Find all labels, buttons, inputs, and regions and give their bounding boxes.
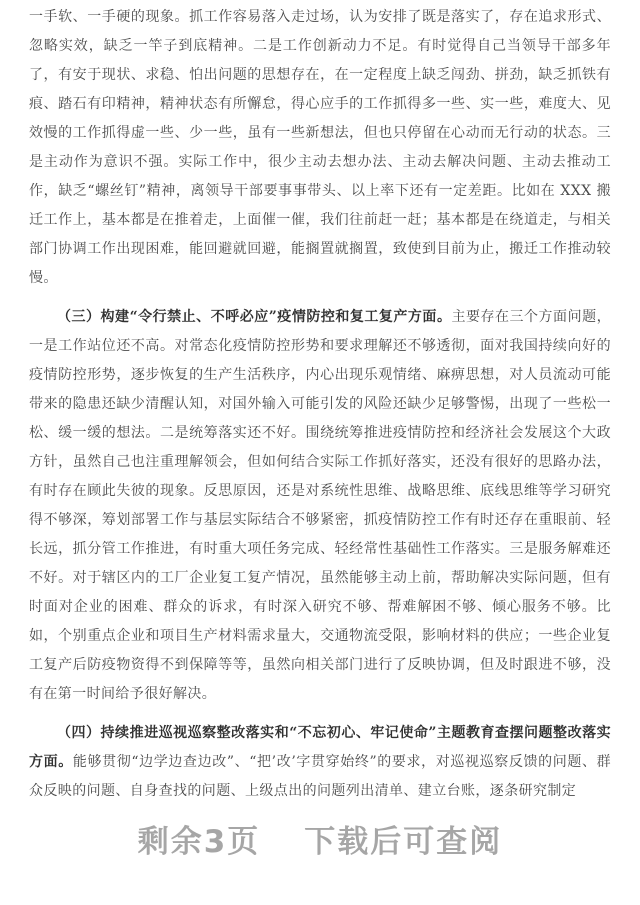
paragraph-text: 一手软、一手硬的现象。抓工作容易落入走过场，认为安排了既是落实了，存在追求形式、忽略实效，缺乏一竿子到底精神。二是工作创新动力不足。有时觉得自己当领导干部多年了，有安于现状、求稳、怕出问题的思想存在，在一定程度上缺乏闯劲、拼劲，缺乏抓铁有痕、踏石有印精神，精神状态有所懈怠，得心应手的工作抓得多一些、实一些，难度大、见效慢的工作抓得虚一些、少一些，虽有一些新想法，但也只停留在心动而无行动的状态。三是主动作为意识不强。实际工作中，很少主动去想办法、主动去解决问题、主动去推动工作，缺乏“螺丝钉”精神，离领导干部要事事带头、以上率下还有一定差距。比如在 XXX 搬迁工作上，基本都是在推着走，上面催一催，我们往前赶一赶；基本都是在绕道走，与相关部门协调工作出现困难，能回避就回避，能搁置就搁置，致使到目前为止，搬迁工作推动较慢。 — [29, 9, 611, 286]
paragraph-continuation — [29, 3, 611, 293]
section-3-heading: （三）构建“令行禁止、不呼必应”疫情防控和复工复产方面。 — [57, 309, 452, 325]
download-hint-label: 下载后可查阅 — [304, 824, 503, 860]
paragraph-section-4 — [29, 719, 611, 806]
remaining-pages-label: 剩余3页 — [137, 824, 261, 860]
paragraph-section-3 — [29, 303, 611, 709]
paragraph-text: 主要存在三个方面问题，一是工作站位还不高。对常态化疫情防控形势和要求理解还不够透彻，面对我国持续向好的疫情防控形势，逐步恢复的生产生活秩序，内心出现乐观情绪、麻痹思想，对人员流动可能带来的隐患还缺少清醒认知，对国外输入可能引发的风险还缺少足够警惕，出现了一些松一松、缓一缓的想法。二是统筹落实还不好。围绕统筹推进疫情防控和经济社会发展这个大政方针，虽然自己也注重理解领会，但如何结合实际工作抓好落实，还没有很好的思路办法，有时存在顾此失彼的现象。反思原因，还是对系统性思维、战略思维、底线思维等学习研究得不够深，筹划部署工作与基层实际结合不够紧密，抓疫情防控工作有时还存在重眼前、轻长远，抓分管工作推进，有时重大项任务完成、轻经常性基础性工作落实。三是服务解难还不好。对于辖区内的工厂企业复工复产情况，虽然能够主动上前，帮助解决实际问题，但有时面对企业的困难、群众的诉求，有时深入研究不够、帮难解困不够、倾心服务不够。比如，个别重点企业和项目生产材料需求量大，交通物流受限，影响材料的供应；一些企业复工复产后防疫物资得不到保障等等，虽然向相关部门进行了反映协调，但及时跟进不够，没有在第一时间给予很好解决。 — [29, 309, 611, 702]
remaining-pages-banner — [0, 820, 640, 864]
section-4-heading: （四）持续推进巡视巡察整改落实和“不忘初心、牢记使命”主题教育查摆问题整改落实方面。 — [29, 725, 611, 770]
paragraph-text: 能够贯彻“边学边查边改”、“把’改’字贯穿始终”的要求，对巡视巡察反馈的问题、群众反映的问题、自身查找的问题、上级点出的问题列出清单、建立台账，逐条研究制定 — [29, 754, 612, 799]
